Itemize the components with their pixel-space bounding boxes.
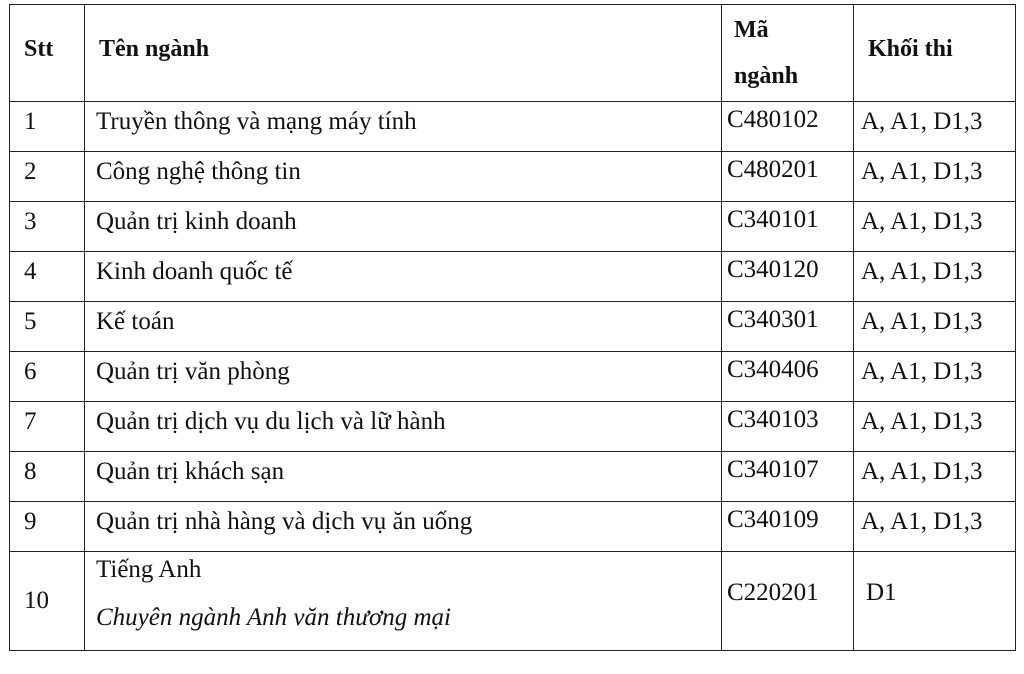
cell-name: Quản trị kinh doanh: [85, 202, 722, 252]
cell-stt: 8: [10, 452, 85, 502]
cell-name: Kinh doanh quốc tế: [85, 252, 722, 302]
cell-name: Quản trị dịch vụ du lịch và lữ hành: [85, 402, 722, 452]
table-row: [10, 452, 1016, 502]
table-header-row: [10, 5, 1016, 102]
cell-block: A, A1, D1,3: [854, 452, 1016, 502]
cell-code: C340101: [722, 202, 854, 252]
cell-code: C340120: [722, 252, 854, 302]
cell-stt: 7: [10, 402, 85, 452]
cell-name: Truyền thông và mạng máy tính: [85, 102, 722, 152]
cell-code: C340406: [722, 352, 854, 402]
major-specialization: Chuyên ngành Anh văn thương mại: [96, 604, 451, 631]
cell-code: C340109: [722, 502, 854, 552]
cell-stt: 3: [10, 202, 85, 252]
cell-stt: 9: [10, 502, 85, 552]
cell-code: C340107: [722, 452, 854, 502]
header-code-line2: ngành: [734, 63, 799, 89]
cell-block: A, A1, D1,3: [854, 502, 1016, 552]
cell-block: A, A1, D1,3: [854, 102, 1016, 152]
cell-stt: 1: [10, 102, 85, 152]
header-stt: Stt: [10, 5, 85, 102]
cell-code: C480201: [722, 152, 854, 202]
cell-code: C340301: [722, 302, 854, 352]
cell-block: A, A1, D1,3: [854, 402, 1016, 452]
cell-code: C340103: [722, 402, 854, 452]
table-row: [10, 152, 1016, 202]
table-row: [10, 502, 1016, 552]
table-row: [10, 102, 1016, 152]
cell-block: A, A1, D1,3: [854, 202, 1016, 252]
cell-block: A, A1, D1,3: [854, 152, 1016, 202]
cell-stt: 4: [10, 252, 85, 302]
cell-stt: 6: [10, 352, 85, 402]
cell-block: A, A1, D1,3: [854, 302, 1016, 352]
major-name: Tiếng Anh: [96, 556, 202, 583]
header-name: Tên ngành: [85, 5, 722, 102]
table-row: [10, 552, 1016, 651]
cell-stt: 2: [10, 152, 85, 202]
cell-name: Quản trị khách sạn: [85, 452, 722, 502]
header-code: [722, 5, 854, 102]
cell-block: A, A1, D1,3: [854, 352, 1016, 402]
cell-block: D1: [854, 552, 1016, 651]
table-row: [10, 402, 1016, 452]
cell-block: A, A1, D1,3: [854, 252, 1016, 302]
cell-code: C480102: [722, 102, 854, 152]
cell-name: Kế toán: [85, 302, 722, 352]
table-row: [10, 252, 1016, 302]
table-row: [10, 302, 1016, 352]
table-row: [10, 202, 1016, 252]
cell-name: Quản trị văn phòng: [85, 352, 722, 402]
cell-code: C220201: [722, 552, 854, 651]
table-row: [10, 352, 1016, 402]
cell-stt: 10: [10, 552, 85, 651]
header-block: Khối thi: [854, 5, 1016, 102]
cell-stt: 5: [10, 302, 85, 352]
majors-table: [9, 4, 1016, 651]
cell-name: Quản trị nhà hàng và dịch vụ ăn uống: [85, 502, 722, 552]
header-code-line1: Mã: [734, 17, 769, 43]
cell-name: [85, 552, 722, 651]
cell-name: Công nghệ thông tin: [85, 152, 722, 202]
